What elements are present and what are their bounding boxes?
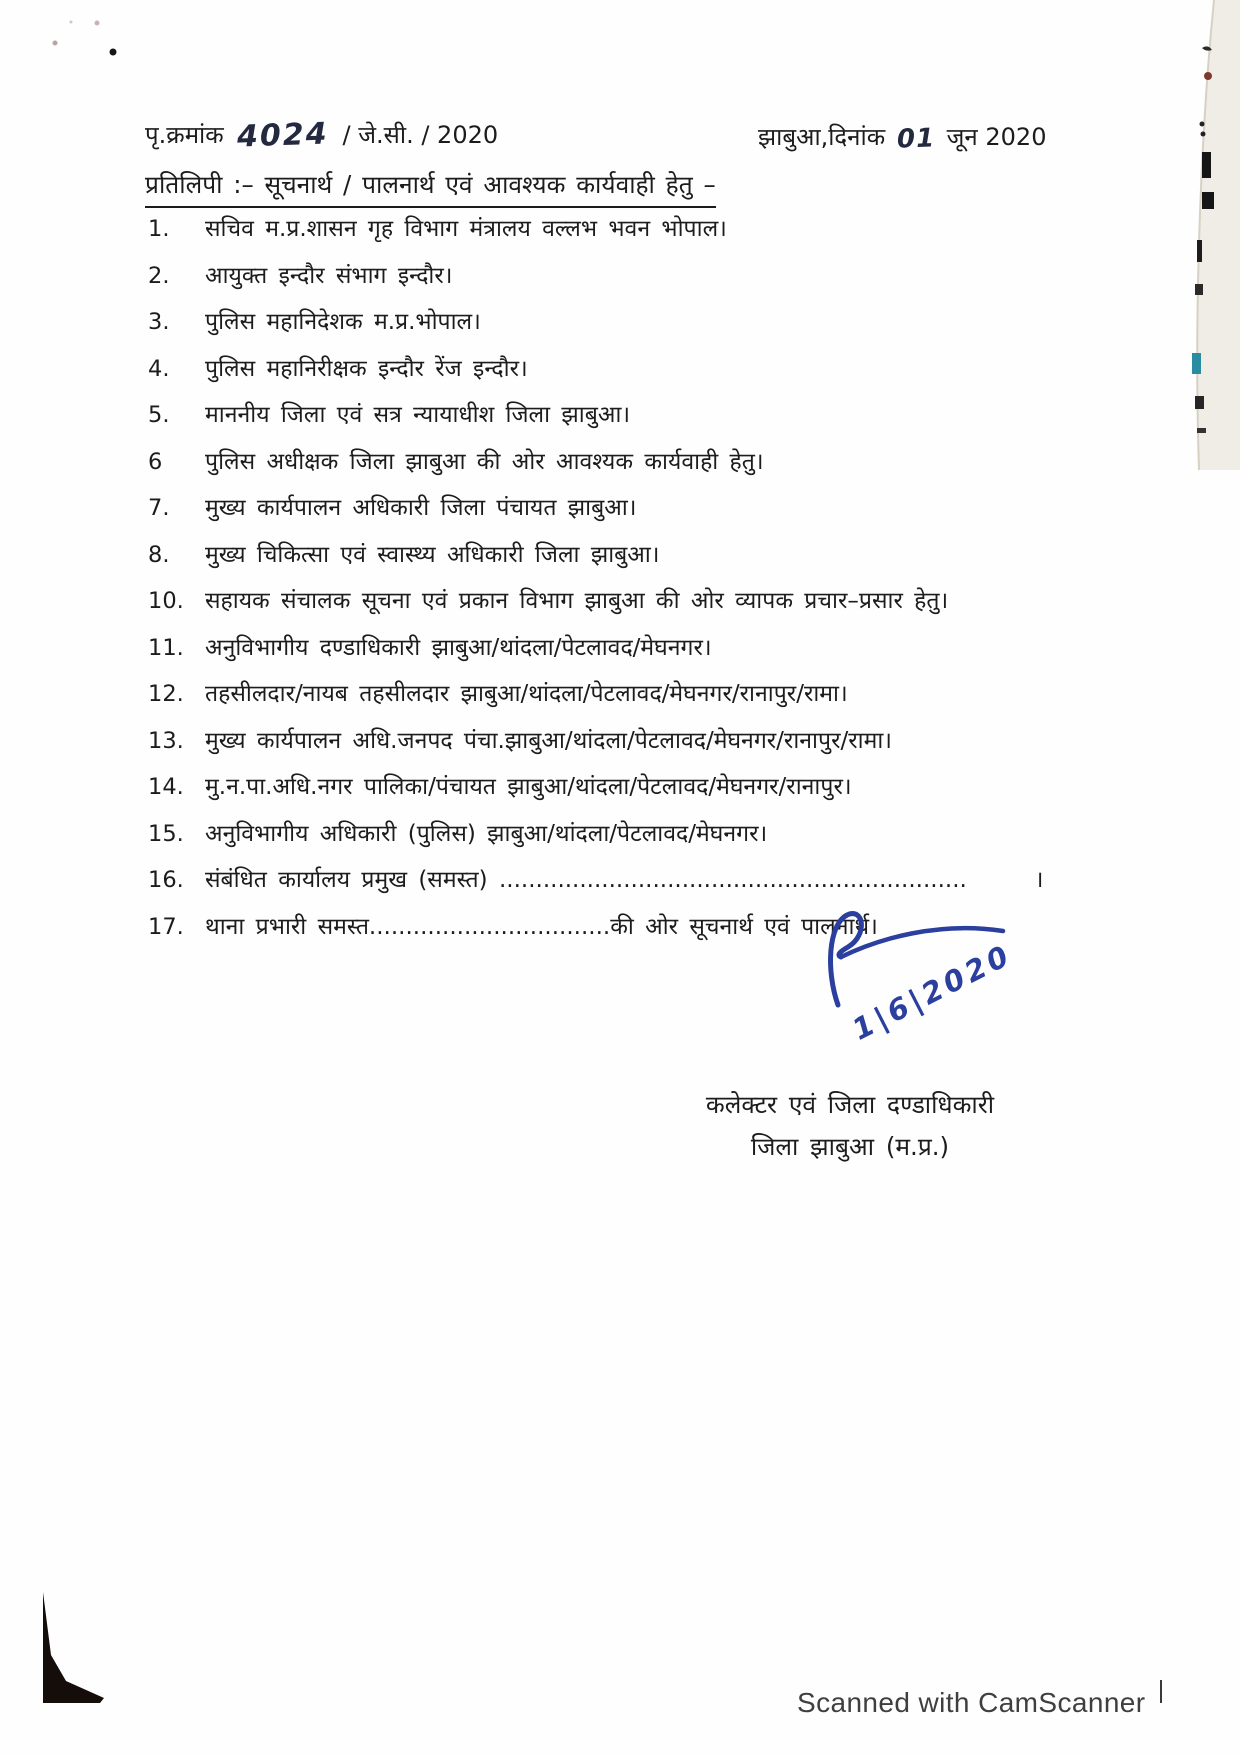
scan-dash-artifact	[1160, 1680, 1162, 1703]
list-item-number: 16.	[148, 867, 184, 893]
list-item-number: 2.	[148, 262, 170, 289]
date-rest: जून 2020	[946, 123, 1047, 151]
list-item-text: सहायक संचालक सूचना एवं प्रकान विभाग झाबुआ की ओर व्यापक प्रचार–प्रसार हेतु।	[205, 588, 949, 614]
list-item-number: 13.	[148, 727, 184, 754]
scan-edge-artifact	[1178, 0, 1240, 470]
list-item-number: 8.	[148, 541, 170, 568]
list-item-number: 3.	[148, 309, 170, 335]
signatory-district: जिला झाबुआ (म.प्र.)	[750, 1132, 950, 1161]
list-item-number: 11.	[148, 634, 184, 661]
place-date-line	[758, 120, 1046, 154]
scan-corner-wedge	[0, 1560, 120, 1755]
list-item	[148, 774, 1148, 800]
list-item-text: मुख्य कार्यपालन अधि.जनपद पंचा.झाबुआ/थांदला/पेटलावद/मेघनगर/रानापुर/रामा।	[205, 727, 893, 754]
list-item-number: 6	[148, 448, 163, 475]
list-item	[148, 821, 1148, 847]
list-item-number: 15.	[148, 820, 184, 847]
list-item-text: तहसीलदार/नायब तहसीलदार झाबुआ/थांदला/पेटलावद/मेघनगर/रानापुर/रामा।	[205, 681, 848, 707]
list-item	[148, 216, 1148, 242]
list-item-number: 12.	[148, 681, 184, 707]
list-item	[148, 635, 1148, 661]
list-item-text: थाना प्रभारी समस्त.................................की ओर सूचनार्थ एवं पालनार्थ।	[205, 913, 878, 940]
list-item	[148, 588, 1148, 614]
list-item-number: 5.	[148, 402, 170, 428]
list-item-text: मुख्य कार्यपालन अधिकारी जिला पंचायत झाबुआ।	[205, 495, 637, 521]
camscanner-watermark: Scanned with CamScanner	[797, 1687, 1146, 1718]
date-day-handwritten: 01	[896, 123, 936, 155]
list-item-text: पुलिस अधीक्षक जिला झाबुआ की ओर आवश्यक कार्यवाही हेतु।	[205, 448, 764, 475]
list-item-text: पुलिस महानिदेशक म.प्र.भोपाल।	[205, 309, 481, 335]
place-date-label: झाबुआ,दिनांक	[758, 123, 886, 151]
list-item	[148, 867, 1148, 893]
list-item-number: 14.	[148, 774, 184, 800]
list-item	[148, 356, 1148, 382]
reference-number-line	[145, 118, 498, 153]
ref-suffix: / जे.सी. / 2020	[342, 121, 499, 149]
scan-specks	[0, 0, 160, 80]
list-item	[148, 309, 1148, 335]
list-item-text: आयुक्त इन्दौर संभाग इन्दौर।	[205, 262, 453, 289]
list-item-text: मु.न.पा.अधि.नगर पालिका/पंचायत झाबुआ/थांदला/पेटलावद/मेघनगर/रानापुर।	[205, 774, 852, 800]
list-item	[148, 681, 1148, 707]
list-item	[148, 728, 1148, 754]
distribution-list	[148, 216, 1148, 960]
list-item-text: अनुविभागीय दण्डाधिकारी झाबुआ/थांदला/पेटलावद/मेघनगर।	[205, 634, 712, 661]
list-item-text: माननीय जिला एवं सत्र न्यायाधीश जिला झाबुआ।	[205, 402, 631, 428]
list-item	[148, 449, 1148, 475]
list-item	[148, 402, 1148, 428]
signatory-title: कलेक्टर एवं जिला दण्डाधिकारी	[705, 1090, 995, 1119]
list-item-number: 4.	[148, 355, 170, 382]
list-item-text: पुलिस महानिरीक्षक इन्दौर रेंज इन्दौर।	[205, 355, 528, 382]
list-item-text: अनुविभागीय अधिकारी (पुलिस) झाबुआ/थांदला/पेटलावद/मेघनगर।	[205, 820, 768, 847]
list-item	[148, 495, 1148, 521]
list-item-text: संबंधित कार्यालय प्रमुख (समस्त) ................................................................ ।	[205, 867, 1044, 893]
list-item-number: 1.	[148, 216, 170, 242]
ref-number-handwritten: 4024	[236, 116, 330, 155]
list-item-number: 17.	[148, 913, 184, 940]
list-item-number: 7.	[148, 495, 170, 521]
ref-prefix: पृ.क्रमांक	[145, 121, 224, 149]
signatory-block	[660, 1088, 1040, 1163]
list-item-text: मुख्य चिकित्सा एवं स्वास्थ्य अधिकारी जिला झाबुआ।	[205, 541, 660, 568]
list-item-number: 10.	[148, 588, 184, 614]
list-item	[148, 263, 1148, 289]
subject-line: प्रतिलिपी :– सूचनार्थ / पालनार्थ एवं आवश्यक कार्यवाही हेतु –	[145, 168, 716, 208]
signature-date-handwritten: 1|6|2020	[846, 937, 1018, 1047]
list-item-text: सचिव म.प्र.शासन गृह विभाग मंत्रालय वल्लभ भवन भोपाल।	[205, 216, 727, 242]
list-item	[148, 542, 1148, 568]
